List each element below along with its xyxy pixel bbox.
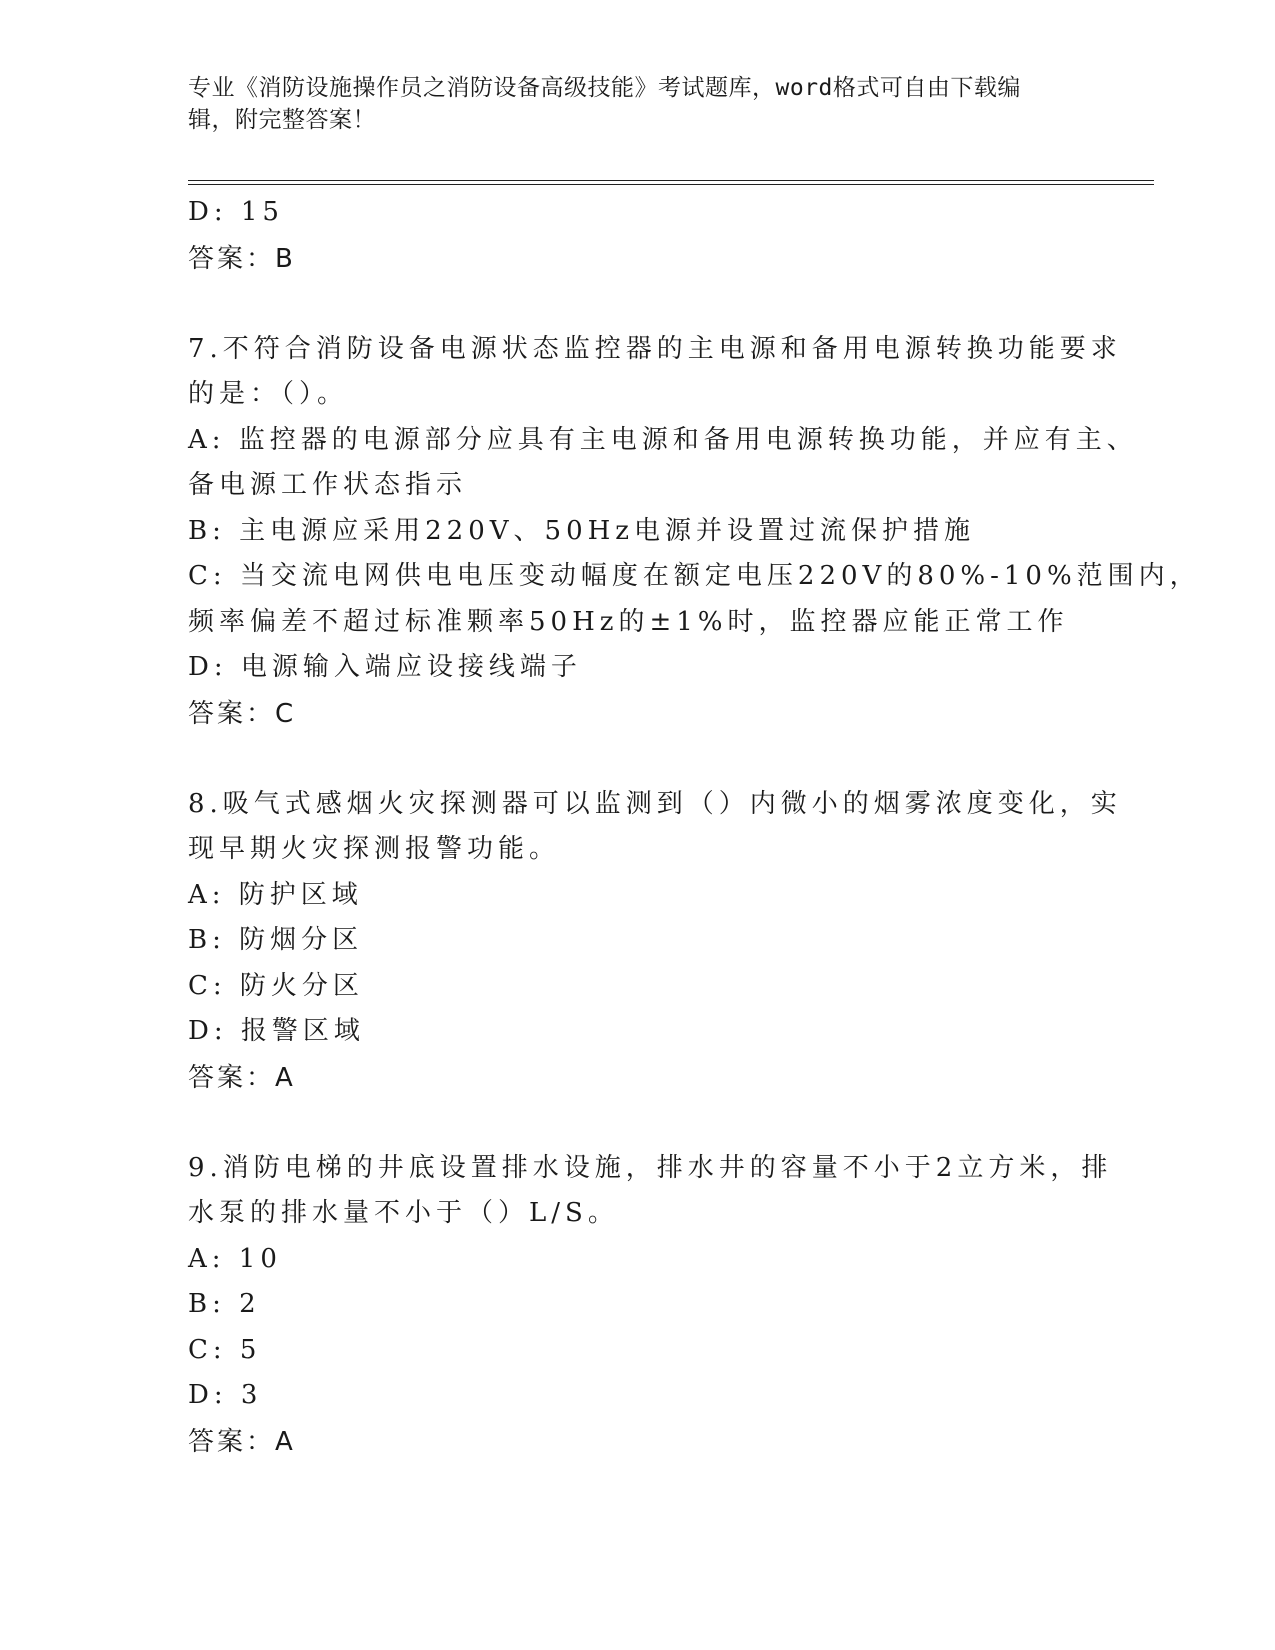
question-content	[188, 190, 1201, 1465]
prev-answer: 答案：B	[188, 243, 296, 274]
header-line-1: 专业《消防设施操作员之消防设备高级技能》考试题库，word格式可自由下载编	[188, 75, 1021, 101]
header-line-2: 辑，附完整答案！	[188, 107, 376, 133]
option-b-line: B: 防烟分区	[188, 925, 364, 955]
document-header	[188, 72, 1068, 136]
option-c-line: C: 防火分区	[188, 970, 364, 1001]
question-stem-line: 9.消防电梯的井底设置排水设施，排水井的容量不小于2立方米，排	[188, 1152, 1113, 1183]
option-c-line: C: 5	[188, 1334, 262, 1365]
option-b-line: B: 2	[188, 1289, 261, 1319]
option-a-line: A: 防护区域	[188, 879, 363, 910]
option-c-line: 频率偏差不超过标准颗率50Hz的±1%时，监控器应能正常工作	[188, 606, 1069, 637]
prev-option-d: D: 15	[188, 197, 284, 227]
question-7	[188, 327, 1201, 737]
question-stem-line: 的是：（）。	[188, 379, 349, 409]
answer: 答案：C	[188, 698, 297, 729]
option-b-line: B: 主电源应采用220V、50Hz电源并设置过流保护措施	[188, 515, 975, 546]
answer: 答案：A	[188, 1062, 296, 1093]
option-a-line: A: 10	[188, 1243, 282, 1274]
answer: 答案：A	[188, 1426, 296, 1457]
question-9	[188, 1146, 1113, 1465]
question-stem-line: 8.吸气式感烟火灾探测器可以监测到（）内微小的烟雾浓度变化，实	[188, 788, 1122, 819]
question-stem-line: 7.不符合消防设备电源状态监控器的主电源和备用电源转换功能要求	[188, 333, 1122, 364]
question-stem-line: 水泵的排水量不小于（）L/S。	[188, 1198, 619, 1228]
option-d-line: D: 电源输入端应设接线端子	[188, 652, 582, 682]
header-divider-bottom	[188, 184, 1154, 185]
spacer	[188, 282, 1088, 327]
spacer	[188, 737, 1088, 782]
header-divider-top	[188, 180, 1154, 181]
question-stem-line: 现早期火灾探测报警功能。	[188, 834, 561, 864]
option-a-line: 备电源工作状态指示	[188, 470, 468, 500]
question-8	[188, 782, 1122, 1101]
option-a-line: A: 监控器的电源部分应具有主电源和备用电源转换功能，并应有主、	[188, 424, 1138, 455]
option-c-line: C: 当交流电网供电电压变动幅度在额定电压220V的80%-10%范围内，	[188, 561, 1201, 591]
spacer	[188, 1101, 1088, 1146]
option-d-line: D: 报警区域	[188, 1016, 365, 1046]
option-d-line: D: 3	[188, 1380, 263, 1410]
